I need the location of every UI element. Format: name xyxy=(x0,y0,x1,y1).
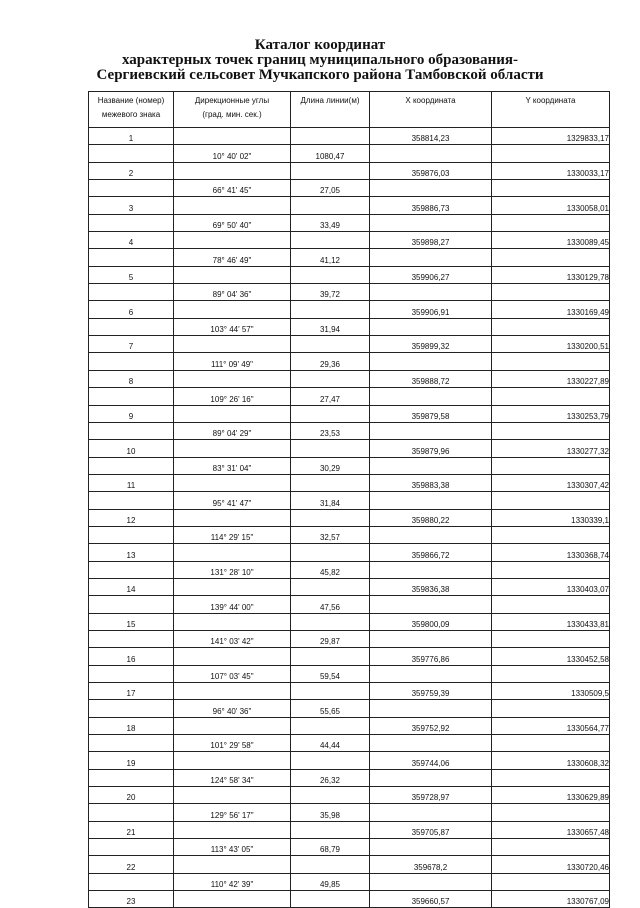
line-length: 44,44 xyxy=(291,735,370,752)
point-row xyxy=(89,683,610,700)
line-length: 68,79 xyxy=(291,839,370,856)
direction-angle: 114° 29' 15" xyxy=(174,526,291,543)
point-row xyxy=(89,301,610,318)
x-coordinate: 359899,32 xyxy=(370,336,492,353)
empty-cell xyxy=(291,301,370,318)
point-row xyxy=(89,544,610,561)
line-length: 33,49 xyxy=(291,214,370,231)
empty-cell xyxy=(291,336,370,353)
point-number: 11 xyxy=(89,474,174,491)
point-row xyxy=(89,856,610,873)
x-coordinate: 359876,03 xyxy=(370,162,492,179)
empty-cell xyxy=(291,752,370,769)
line-length: 47,56 xyxy=(291,596,370,613)
segment-row xyxy=(89,665,610,682)
empty-cell xyxy=(370,180,492,197)
point-row xyxy=(89,578,610,595)
direction-angle: 124° 58' 34" xyxy=(174,769,291,786)
point-number: 4 xyxy=(89,232,174,249)
segment-row xyxy=(89,492,610,509)
direction-angle: 107° 03' 45" xyxy=(174,665,291,682)
x-coordinate: 359888,72 xyxy=(370,370,492,387)
title-line-3: Сергиевский сельсовет Мучкапского района Тамбовской области xyxy=(96,67,544,83)
empty-cell xyxy=(89,214,174,231)
segment-row xyxy=(89,561,610,578)
empty-cell xyxy=(370,492,492,509)
point-number: 6 xyxy=(89,301,174,318)
empty-cell xyxy=(174,856,291,873)
line-length: 59,54 xyxy=(291,665,370,682)
empty-cell xyxy=(291,266,370,283)
line-length: 30,29 xyxy=(291,457,370,474)
empty-cell xyxy=(291,370,370,387)
direction-angle: 10° 40' 02" xyxy=(174,145,291,162)
point-number: 16 xyxy=(89,648,174,665)
segment-row xyxy=(89,353,610,370)
direction-angle: 110° 42' 39" xyxy=(174,873,291,890)
point-row xyxy=(89,440,610,457)
point-number: 14 xyxy=(89,578,174,595)
header-angle-line1: Дирекционные углы xyxy=(194,96,270,105)
x-coordinate: 359660,57 xyxy=(370,891,492,908)
direction-angle: 103° 44' 57" xyxy=(174,318,291,335)
x-coordinate: 359759,39 xyxy=(370,683,492,700)
direction-angle: 129° 56' 17" xyxy=(174,804,291,821)
empty-cell xyxy=(291,891,370,908)
empty-cell xyxy=(370,561,492,578)
empty-cell xyxy=(89,526,174,543)
point-row xyxy=(89,648,610,665)
x-coordinate: 359705,87 xyxy=(370,821,492,838)
point-number: 15 xyxy=(89,613,174,630)
segment-row xyxy=(89,804,610,821)
empty-cell xyxy=(492,492,610,509)
empty-cell xyxy=(291,544,370,561)
y-coordinate: 1330089,45 xyxy=(492,232,610,249)
empty-cell xyxy=(174,474,291,491)
empty-cell xyxy=(492,735,610,752)
empty-cell xyxy=(492,839,610,856)
empty-cell xyxy=(370,804,492,821)
segment-row xyxy=(89,284,610,301)
header-direction-angle xyxy=(174,92,291,128)
point-number: 20 xyxy=(89,787,174,804)
y-coordinate: 1330608,32 xyxy=(492,752,610,769)
header-point-name-line2: межевого знака xyxy=(101,110,161,119)
empty-cell xyxy=(291,787,370,804)
segment-row xyxy=(89,526,610,543)
y-coordinate: 1330200,51 xyxy=(492,336,610,353)
point-number: 12 xyxy=(89,509,174,526)
x-coordinate: 359836,38 xyxy=(370,578,492,595)
segment-row xyxy=(89,388,610,405)
empty-cell xyxy=(89,318,174,335)
point-row xyxy=(89,509,610,526)
segment-row xyxy=(89,630,610,647)
y-coordinate: 1330307,42 xyxy=(492,474,610,491)
empty-cell xyxy=(174,162,291,179)
x-coordinate: 358814,23 xyxy=(370,128,492,145)
segment-row xyxy=(89,249,610,266)
line-length: 31,94 xyxy=(291,318,370,335)
point-row xyxy=(89,162,610,179)
y-coordinate: 1329833,17 xyxy=(492,128,610,145)
point-row xyxy=(89,717,610,734)
empty-cell xyxy=(492,318,610,335)
x-coordinate: 359866,72 xyxy=(370,544,492,561)
empty-cell xyxy=(89,735,174,752)
line-length: 27,47 xyxy=(291,388,370,405)
empty-cell xyxy=(492,873,610,890)
empty-cell xyxy=(89,145,174,162)
y-coordinate: 1330403,07 xyxy=(492,578,610,595)
line-length: 39,72 xyxy=(291,284,370,301)
empty-cell xyxy=(174,544,291,561)
y-coordinate: 1330433,81 xyxy=(492,613,610,630)
empty-cell xyxy=(174,336,291,353)
y-coordinate: 1330368,74 xyxy=(492,544,610,561)
empty-cell xyxy=(370,214,492,231)
x-coordinate: 359879,96 xyxy=(370,440,492,457)
empty-cell xyxy=(89,422,174,439)
header-point-name xyxy=(89,92,174,128)
segment-row xyxy=(89,214,610,231)
line-length: 29,87 xyxy=(291,630,370,647)
point-number: 5 xyxy=(89,266,174,283)
y-coordinate: 1330339,1 xyxy=(492,509,610,526)
empty-cell xyxy=(174,128,291,145)
empty-cell xyxy=(492,630,610,647)
empty-cell xyxy=(174,578,291,595)
direction-angle: 139° 44' 00" xyxy=(174,596,291,613)
line-length: 45,82 xyxy=(291,561,370,578)
empty-cell xyxy=(492,388,610,405)
direction-angle: 78° 46' 49" xyxy=(174,249,291,266)
point-row xyxy=(89,787,610,804)
segment-row xyxy=(89,735,610,752)
point-number: 23 xyxy=(89,891,174,908)
direction-angle: 113° 43' 05" xyxy=(174,839,291,856)
empty-cell xyxy=(174,197,291,214)
direction-angle: 96° 40' 36" xyxy=(174,700,291,717)
table-body xyxy=(89,128,610,908)
y-coordinate: 1330277,32 xyxy=(492,440,610,457)
point-row xyxy=(89,474,610,491)
y-coordinate: 1330227,89 xyxy=(492,370,610,387)
empty-cell xyxy=(174,821,291,838)
direction-angle: 89° 04' 29" xyxy=(174,422,291,439)
empty-cell xyxy=(174,683,291,700)
empty-cell xyxy=(174,752,291,769)
empty-cell xyxy=(370,665,492,682)
point-row xyxy=(89,232,610,249)
y-coordinate: 1330720,46 xyxy=(492,856,610,873)
direction-angle: 95° 41' 47" xyxy=(174,492,291,509)
point-row xyxy=(89,197,610,214)
header-x-coordinate: X координата xyxy=(370,92,492,128)
empty-cell xyxy=(89,492,174,509)
point-row xyxy=(89,405,610,422)
direction-angle: 109° 26' 16" xyxy=(174,388,291,405)
segment-row xyxy=(89,769,610,786)
direction-angle: 89° 04' 36" xyxy=(174,284,291,301)
empty-cell xyxy=(174,440,291,457)
y-coordinate: 1330509,5 xyxy=(492,683,610,700)
document-title xyxy=(0,38,640,83)
y-coordinate: 1330452,58 xyxy=(492,648,610,665)
empty-cell xyxy=(291,232,370,249)
direction-angle: 66° 41' 45" xyxy=(174,180,291,197)
segment-row xyxy=(89,873,610,890)
y-coordinate: 1330767,09 xyxy=(492,891,610,908)
y-coordinate: 1330058,01 xyxy=(492,197,610,214)
point-number: 3 xyxy=(89,197,174,214)
point-row xyxy=(89,266,610,283)
line-length: 23,53 xyxy=(291,422,370,439)
line-length: 26,32 xyxy=(291,769,370,786)
empty-cell xyxy=(370,839,492,856)
empty-cell xyxy=(89,249,174,266)
x-coordinate: 359800,09 xyxy=(370,613,492,630)
empty-cell xyxy=(174,717,291,734)
empty-cell xyxy=(89,839,174,856)
header-y-coordinate: Y координата xyxy=(492,92,610,128)
line-length: 31,84 xyxy=(291,492,370,509)
x-coordinate: 359728,97 xyxy=(370,787,492,804)
coordinates-table xyxy=(88,91,610,908)
empty-cell xyxy=(89,353,174,370)
x-coordinate: 359880,22 xyxy=(370,509,492,526)
x-coordinate: 359752,92 xyxy=(370,717,492,734)
x-coordinate: 359678,2 xyxy=(370,856,492,873)
point-row xyxy=(89,128,610,145)
empty-cell xyxy=(492,422,610,439)
table-header-row xyxy=(89,92,610,128)
empty-cell xyxy=(492,180,610,197)
point-number: 21 xyxy=(89,821,174,838)
line-length: 29,36 xyxy=(291,353,370,370)
line-length: 1080,47 xyxy=(291,145,370,162)
empty-cell xyxy=(370,596,492,613)
empty-cell xyxy=(370,457,492,474)
point-row xyxy=(89,891,610,908)
empty-cell xyxy=(291,474,370,491)
empty-cell xyxy=(370,353,492,370)
direction-angle: 141° 03' 42" xyxy=(174,630,291,647)
x-coordinate: 359898,27 xyxy=(370,232,492,249)
empty-cell xyxy=(492,804,610,821)
empty-cell xyxy=(370,700,492,717)
empty-cell xyxy=(370,769,492,786)
empty-cell xyxy=(89,873,174,890)
empty-cell xyxy=(492,284,610,301)
segment-row xyxy=(89,145,610,162)
empty-cell xyxy=(174,891,291,908)
empty-cell xyxy=(492,353,610,370)
x-coordinate: 359744,06 xyxy=(370,752,492,769)
segment-row xyxy=(89,700,610,717)
empty-cell xyxy=(291,405,370,422)
empty-cell xyxy=(174,648,291,665)
x-coordinate: 359906,91 xyxy=(370,301,492,318)
point-number: 8 xyxy=(89,370,174,387)
empty-cell xyxy=(492,700,610,717)
y-coordinate: 1330033,17 xyxy=(492,162,610,179)
empty-cell xyxy=(291,578,370,595)
point-row xyxy=(89,821,610,838)
y-coordinate: 1330657,48 xyxy=(492,821,610,838)
empty-cell xyxy=(370,249,492,266)
empty-cell xyxy=(370,630,492,647)
direction-angle: 69° 50' 40" xyxy=(174,214,291,231)
segment-row xyxy=(89,596,610,613)
point-row xyxy=(89,752,610,769)
point-row xyxy=(89,336,610,353)
direction-angle: 111° 09' 49" xyxy=(174,353,291,370)
empty-cell xyxy=(174,370,291,387)
line-length: 55,65 xyxy=(291,700,370,717)
empty-cell xyxy=(291,162,370,179)
empty-cell xyxy=(370,873,492,890)
x-coordinate: 359886,73 xyxy=(370,197,492,214)
point-row xyxy=(89,370,610,387)
point-number: 1 xyxy=(89,128,174,145)
empty-cell xyxy=(370,284,492,301)
segment-row xyxy=(89,457,610,474)
empty-cell xyxy=(291,717,370,734)
direction-angle: 131° 28' 10" xyxy=(174,561,291,578)
x-coordinate: 359883,38 xyxy=(370,474,492,491)
x-coordinate: 359776,86 xyxy=(370,648,492,665)
line-length: 27,05 xyxy=(291,180,370,197)
empty-cell xyxy=(89,284,174,301)
empty-cell xyxy=(89,180,174,197)
empty-cell xyxy=(89,804,174,821)
point-row xyxy=(89,613,610,630)
segment-row xyxy=(89,422,610,439)
direction-angle: 83° 31' 04" xyxy=(174,457,291,474)
empty-cell xyxy=(370,735,492,752)
empty-cell xyxy=(492,561,610,578)
empty-cell xyxy=(492,249,610,266)
point-number: 10 xyxy=(89,440,174,457)
empty-cell xyxy=(291,856,370,873)
x-coordinate: 359879,58 xyxy=(370,405,492,422)
empty-cell xyxy=(291,683,370,700)
empty-cell xyxy=(291,821,370,838)
title-line-2: характерных точек границ муниципального образования- xyxy=(121,52,519,68)
y-coordinate: 1330129,78 xyxy=(492,266,610,283)
y-coordinate: 1330564,77 xyxy=(492,717,610,734)
line-length: 49,85 xyxy=(291,873,370,890)
empty-cell xyxy=(492,665,610,682)
line-length: 35,98 xyxy=(291,804,370,821)
y-coordinate: 1330629,89 xyxy=(492,787,610,804)
line-length: 41,12 xyxy=(291,249,370,266)
header-line-length: Длина линии(м) xyxy=(291,92,370,128)
empty-cell xyxy=(291,648,370,665)
empty-cell xyxy=(492,145,610,162)
point-number: 22 xyxy=(89,856,174,873)
empty-cell xyxy=(174,613,291,630)
point-number: 7 xyxy=(89,336,174,353)
empty-cell xyxy=(291,128,370,145)
y-coordinate: 1330253,79 xyxy=(492,405,610,422)
empty-cell xyxy=(89,561,174,578)
direction-angle: 101° 29' 58" xyxy=(174,735,291,752)
empty-cell xyxy=(370,526,492,543)
header-angle-line2: (град. мин. сек.) xyxy=(202,110,262,119)
empty-cell xyxy=(89,630,174,647)
y-coordinate: 1330169,49 xyxy=(492,301,610,318)
empty-cell xyxy=(370,145,492,162)
empty-cell xyxy=(291,440,370,457)
empty-cell xyxy=(174,266,291,283)
empty-cell xyxy=(89,457,174,474)
empty-cell xyxy=(89,665,174,682)
point-number: 19 xyxy=(89,752,174,769)
empty-cell xyxy=(291,613,370,630)
point-number: 13 xyxy=(89,544,174,561)
empty-cell xyxy=(174,301,291,318)
x-coordinate: 359906,27 xyxy=(370,266,492,283)
empty-cell xyxy=(291,509,370,526)
empty-cell xyxy=(89,388,174,405)
empty-cell xyxy=(370,388,492,405)
point-number: 2 xyxy=(89,162,174,179)
header-point-name-line1: Название (номер) xyxy=(97,96,165,105)
empty-cell xyxy=(174,405,291,422)
empty-cell xyxy=(89,596,174,613)
empty-cell xyxy=(291,197,370,214)
empty-cell xyxy=(89,700,174,717)
empty-cell xyxy=(492,457,610,474)
empty-cell xyxy=(174,787,291,804)
empty-cell xyxy=(492,596,610,613)
empty-cell xyxy=(89,769,174,786)
segment-row xyxy=(89,180,610,197)
title-line-1: Каталог координат xyxy=(254,37,386,53)
point-number: 9 xyxy=(89,405,174,422)
segment-row xyxy=(89,839,610,856)
empty-cell xyxy=(370,318,492,335)
empty-cell xyxy=(492,214,610,231)
empty-cell xyxy=(174,509,291,526)
line-length: 32,57 xyxy=(291,526,370,543)
empty-cell xyxy=(492,526,610,543)
empty-cell xyxy=(492,769,610,786)
point-number: 18 xyxy=(89,717,174,734)
segment-row xyxy=(89,318,610,335)
empty-cell xyxy=(174,232,291,249)
empty-cell xyxy=(370,422,492,439)
point-number: 17 xyxy=(89,683,174,700)
